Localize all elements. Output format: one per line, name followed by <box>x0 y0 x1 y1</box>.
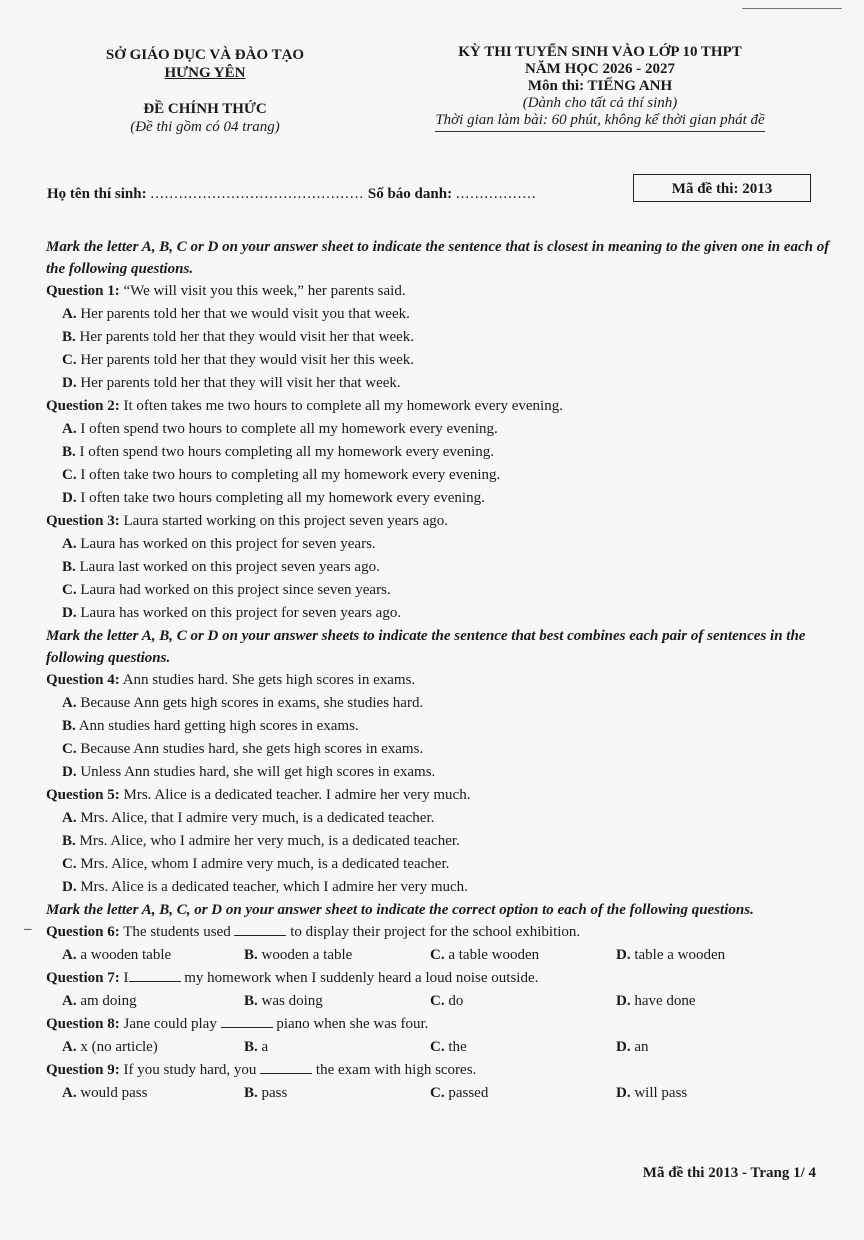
question-label: Question 4: <box>46 672 120 688</box>
answer-blank <box>260 1060 312 1074</box>
option-b[interactable]: B. Mrs. Alice, who I admire her very much, is a dedicated teacher. <box>62 833 460 849</box>
option-a[interactable]: A. x (no article) <box>62 1039 158 1055</box>
question-label: Question 2: <box>46 398 120 414</box>
option-d[interactable]: D. have done <box>616 993 696 1009</box>
option-a[interactable]: A. Her parents told her that we would visit you that week. <box>62 306 410 322</box>
question-3 <box>46 510 836 625</box>
question-label: Question 7: <box>46 970 120 986</box>
section-3-instruction: Mark the letter A, B, C, or D on your answer sheet to indicate the correct option to each of the following questions. <box>46 902 754 918</box>
option-a[interactable]: A. I often spend two hours to complete all my homework every evening. <box>62 421 498 437</box>
question-label: Question 8: <box>46 1016 120 1032</box>
option-a[interactable]: A. am doing <box>62 993 137 1009</box>
option-c[interactable]: C. Laura had worked on this project since seven years. <box>62 582 391 598</box>
page-count-note: (Đề thi gồm có 04 trang) <box>130 119 280 135</box>
question-6: – Question 6: The students used to display their project for the school exhibition. A. a wooden table B. wooden a table C. a table wooden D. table a wooden <box>46 921 836 967</box>
page-footer: Mã đề thi 2013 - Trang 1/ 4 <box>642 1165 816 1181</box>
option-b[interactable]: B. a <box>244 1039 269 1055</box>
official-label: ĐỀ CHÍNH THỨC <box>143 101 267 117</box>
province-name: HƯNG YÊN <box>164 65 246 81</box>
option-a[interactable]: A. a wooden table <box>62 947 172 963</box>
candidate-name-field[interactable]: ............................................. <box>150 186 365 202</box>
option-d[interactable]: D. Unless Ann studies hard, she will get high scores in exams. <box>62 764 436 780</box>
option-d[interactable]: D. Laura has worked on this project for seven years ago. <box>62 605 402 621</box>
question-4 <box>46 669 836 784</box>
question-stem: Mrs. Alice is a dedicated teacher. I admire her very much. <box>123 787 471 803</box>
question-stem: Ann studies hard. She gets high scores in exams. <box>122 672 416 688</box>
question-label: Question 1: <box>46 283 120 299</box>
option-b[interactable]: B. wooden a table <box>244 947 353 963</box>
option-b[interactable]: B. I often spend two hours completing all my homework every evening. <box>62 444 495 460</box>
option-c[interactable]: C. Mrs. Alice, whom I admire very much, is a dedicated teacher. <box>62 856 450 872</box>
question-1 <box>46 280 836 395</box>
option-b[interactable]: B. pass <box>244 1085 288 1101</box>
option-b[interactable]: B. was doing <box>244 993 323 1009</box>
exam-code-label: Mã đề thi: <box>671 181 739 197</box>
candidate-id-label: Số báo danh: <box>367 186 453 202</box>
section-2-instruction: Mark the letter A, B, C or D on your answer sheets to indicate the sentence that best combines each pair of sentences in the following questions. <box>46 628 806 666</box>
question-8: Question 8: Jane could play piano when she was four. A. x (no article) B. a C. the D. an <box>46 1013 836 1059</box>
answer-blank <box>129 968 181 982</box>
question-stem: “We will visit you this week,” her parents said. <box>123 283 406 299</box>
option-c[interactable]: C. I often take two hours to completing all my homework every evening. <box>62 467 501 483</box>
option-c[interactable]: C. Because Ann studies hard, she gets high scores in exams. <box>62 741 424 757</box>
top-rule <box>742 8 842 9</box>
answer-blank <box>234 922 286 936</box>
department-name: SỞ GIÁO DỤC VÀ ĐÀO TẠO <box>105 47 305 63</box>
question-7: Question 7: I my homework when I suddenly heard a loud noise outside. A. am doing B. was doing C. do D. have done <box>46 967 836 1013</box>
option-d[interactable]: D. Mrs. Alice is a dedicated teacher, which I admire her very much. <box>62 879 468 895</box>
answer-blank <box>221 1014 273 1028</box>
candidate-name-label: Họ tên thí sinh: <box>47 186 147 202</box>
question-label: Question 9: <box>46 1062 120 1078</box>
header-right <box>400 44 800 132</box>
option-a[interactable]: A. would pass <box>62 1085 148 1101</box>
school-year: NĂM HỌC 2026 - 2027 <box>525 61 675 77</box>
question-label: Question 5: <box>46 787 120 803</box>
candidate-id-field[interactable]: ................. <box>455 186 537 202</box>
option-d[interactable]: D. an <box>616 1039 649 1055</box>
exam-body <box>24 236 836 1105</box>
option-c[interactable]: C. do <box>430 993 464 1009</box>
question-5 <box>46 784 836 899</box>
question-label: Question 6: <box>46 924 120 940</box>
question-9: Question 9: If you study hard, you the exam with high scores. A. would pass B. pass C. passed D. will pass <box>46 1059 836 1105</box>
margin-dash-mark: – <box>24 921 32 937</box>
question-stem: It often takes me two hours to complete all my homework every evening. <box>123 398 563 414</box>
option-c[interactable]: C. a table wooden <box>430 947 540 963</box>
subject: Môn thi: TIẾNG ANH <box>527 78 673 94</box>
question-stem: Laura started working on this project seven years ago. <box>123 513 448 529</box>
option-c[interactable]: C. the <box>430 1039 467 1055</box>
exam-code-value: 2013 <box>742 181 773 197</box>
exam-code-box <box>633 174 811 202</box>
option-c[interactable]: C. Her parents told her that they would visit her this week. <box>62 352 415 368</box>
option-a[interactable]: A. Laura has worked on this project for seven years. <box>62 536 376 552</box>
option-c[interactable]: C. passed <box>430 1085 489 1101</box>
option-b[interactable]: B. Her parents told her that they would visit her that week. <box>62 329 415 345</box>
candidate-info-row <box>47 186 537 203</box>
option-a[interactable]: A. Mrs. Alice, that I admire very much, is a dedicated teacher. <box>62 810 435 826</box>
time-limit: Thời gian làm bài: 60 phút, không kể thời gian phát đề <box>435 112 764 132</box>
option-b[interactable]: B. Ann studies hard getting high scores in exams. <box>62 718 359 734</box>
exam-title: KỲ THI TUYỂN SINH VÀO LỚP 10 THPT <box>458 44 742 60</box>
section-1-instruction: Mark the letter A, B, C or D on your answer sheet to indicate the sentence that is closest in meaning to the given one in each of the following questions. <box>46 239 830 277</box>
option-d[interactable]: D. I often take two hours completing all my homework every evening. <box>62 490 485 506</box>
audience-note: (Dành cho tất cả thí sinh) <box>522 95 678 111</box>
option-d[interactable]: D. Her parents told her that they will visit her that week. <box>62 375 401 391</box>
option-d[interactable]: D. table a wooden <box>616 947 726 963</box>
option-a[interactable]: A. Because Ann gets high scores in exams, she studies hard. <box>62 695 424 711</box>
question-2 <box>46 395 836 510</box>
option-d[interactable]: D. will pass <box>616 1085 688 1101</box>
option-b[interactable]: B. Laura last worked on this project seven years ago. <box>62 559 380 575</box>
header-left <box>70 46 340 136</box>
question-label: Question 3: <box>46 513 120 529</box>
